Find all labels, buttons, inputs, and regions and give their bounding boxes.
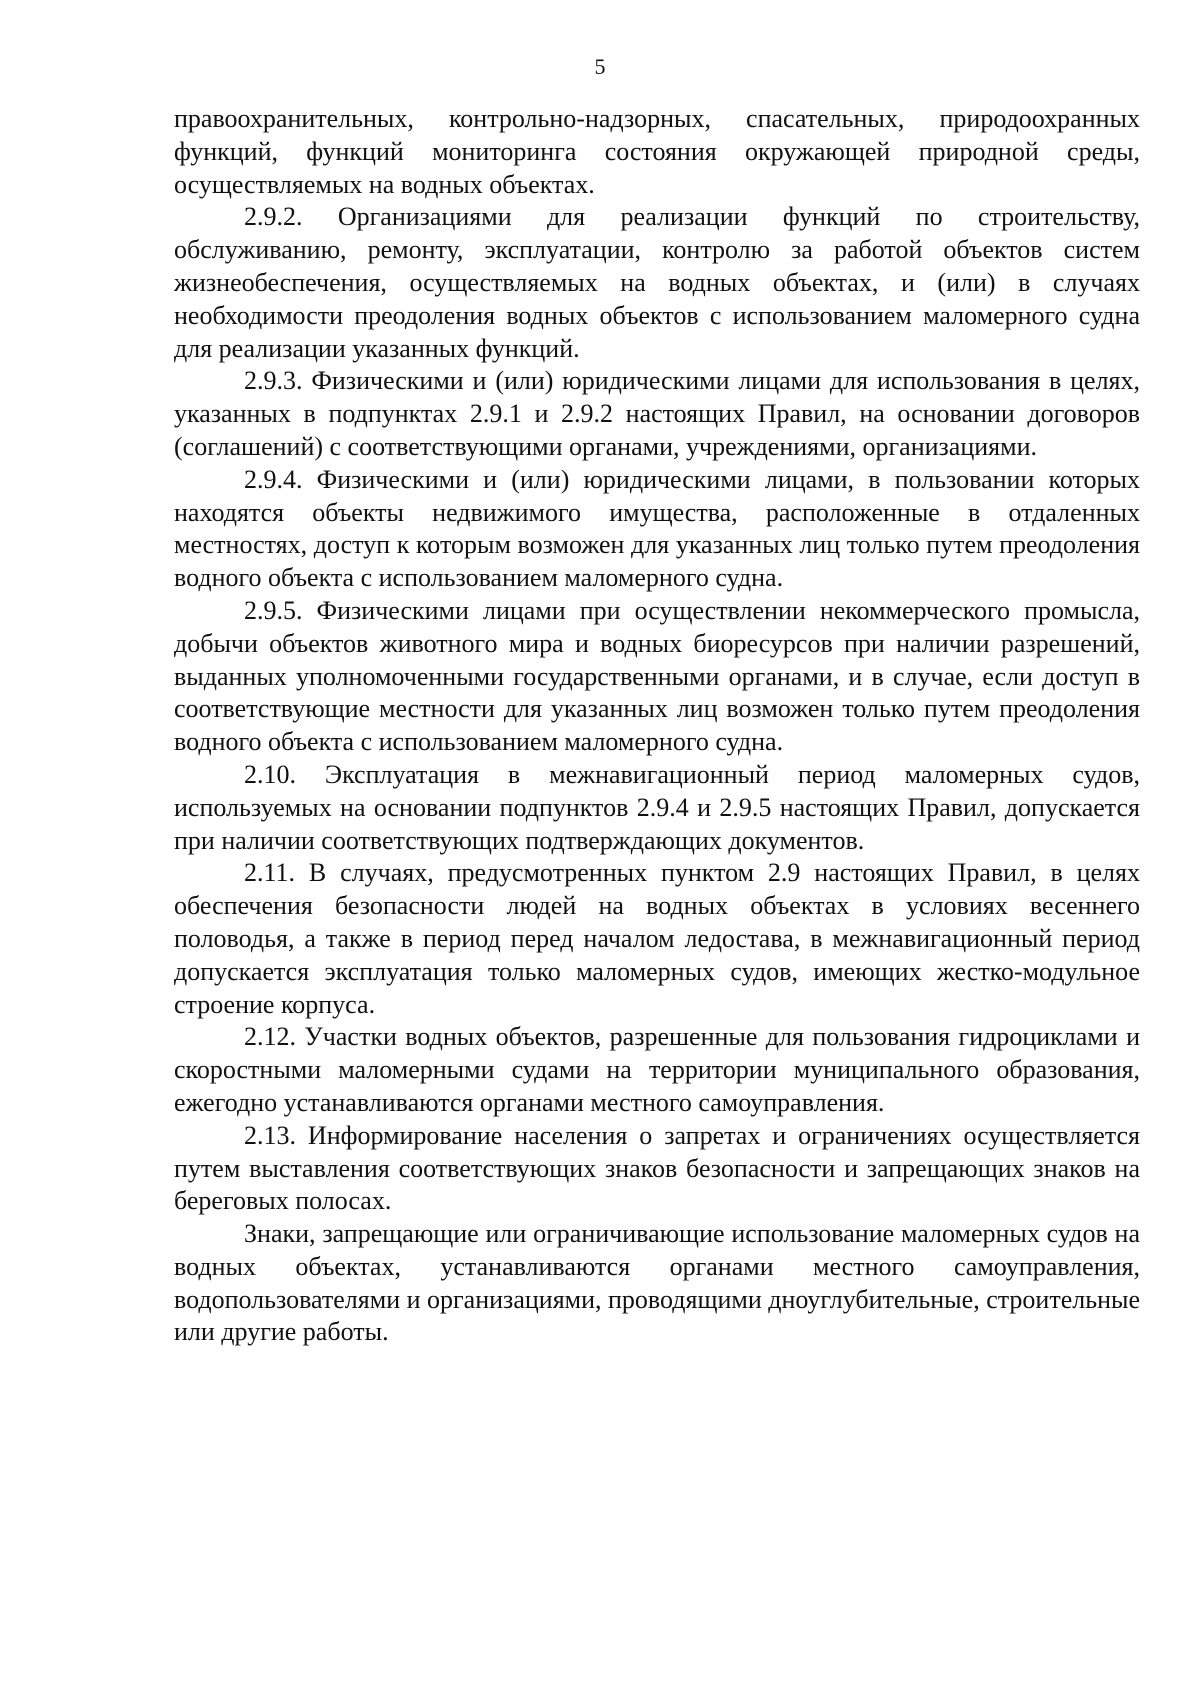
paragraph-signs: Знаки, запрещающие или ограничивающие использование маломерных судов на водных объектах, устанавливаются органами местного самоуправления, водопользователями и организациями, проводящими дноуглубительные, строительные или другие работы. [174, 1219, 1140, 1347]
paragraph-2-9-2: 2.9.2. Организациями для реализации функций по строительству, обслуживанию, ремонту, эксплуатации, контролю за работой объектов систем жизнеобеспечения, осуществляемых на водных объектах, и (или) в случаях необходимости преодоления водных объектов с использованием маломерного судна для реализации указанных функций. [174, 202, 1140, 363]
paragraph-2-9-4: 2.9.4. Физическими и (или) юридическими лицами, в пользовании которых находятся объекты недвижимого имущества, расположенные в отдаленных местностях, доступ к которым возможен для указанных лиц только путем преодоления водного объекта с использованием маломерного судна. [174, 464, 1140, 593]
paragraph-continuation: правоохранительных, контрольно-надзорных, спасательных, природоохранных функций, функций мониторинга состояния окружающей природной среды, осуществляемых на водных объектах. [174, 104, 1140, 199]
page-number: 5 [594, 54, 606, 79]
paragraph-2-12: 2.12. Участки водных объектов, разрешенные для пользования гидроциклами и скоростными маломерными судами на территории муниципального образования, ежегодно устанавливаются органами местного самоуправления. [174, 1022, 1140, 1117]
paragraph-2-13: 2.13. Информирование населения о запретах и ограничениях осуществляется путем выставления соответствующих знаков безопасности и запрещающих знаков на береговых полосах. [174, 1120, 1140, 1216]
document-body [174, 103, 1140, 1349]
paragraph-2-9-5: 2.9.5. Физическими лицами при осуществлении некоммерческого промысла, добычи объектов животного мира и водных биоресурсов при наличии разрешений, выданных уполномоченными государственными органами, и в случае, если доступ в соответствующие местности для указанных лиц возможен только путем преодоления водного объекта с использованием маломерного судна. [174, 595, 1140, 757]
paragraph-2-9-3: 2.9.3. Физическими и (или) юридическими лицами для использования в целях, указанных в подпунктах 2.9.1 и 2.9.2 настоящих Правил, на основании договоров (соглашений) с соответствующими органами, учреждениями, организациями. [174, 366, 1140, 461]
paragraph-2-11: 2.11. В случаях, предусмотренных пунктом 2.9 настоящих Правил, в целях обеспечения безопасности людей на водных объектах в условиях весеннего половодья, а также в период перед началом ледостава, в межнавигационный период допускается эксплуатация только маломерных судов, имеющих жестко-модульное строение корпуса. [174, 858, 1140, 1019]
paragraph-2-10: 2.10. Эксплуатация в межнавигационный период маломерных судов, используемых на основании подпунктов 2.9.4 и 2.9.5 настоящих Правил, допускается при наличии соответствующих подтверждающих документов. [174, 759, 1140, 855]
